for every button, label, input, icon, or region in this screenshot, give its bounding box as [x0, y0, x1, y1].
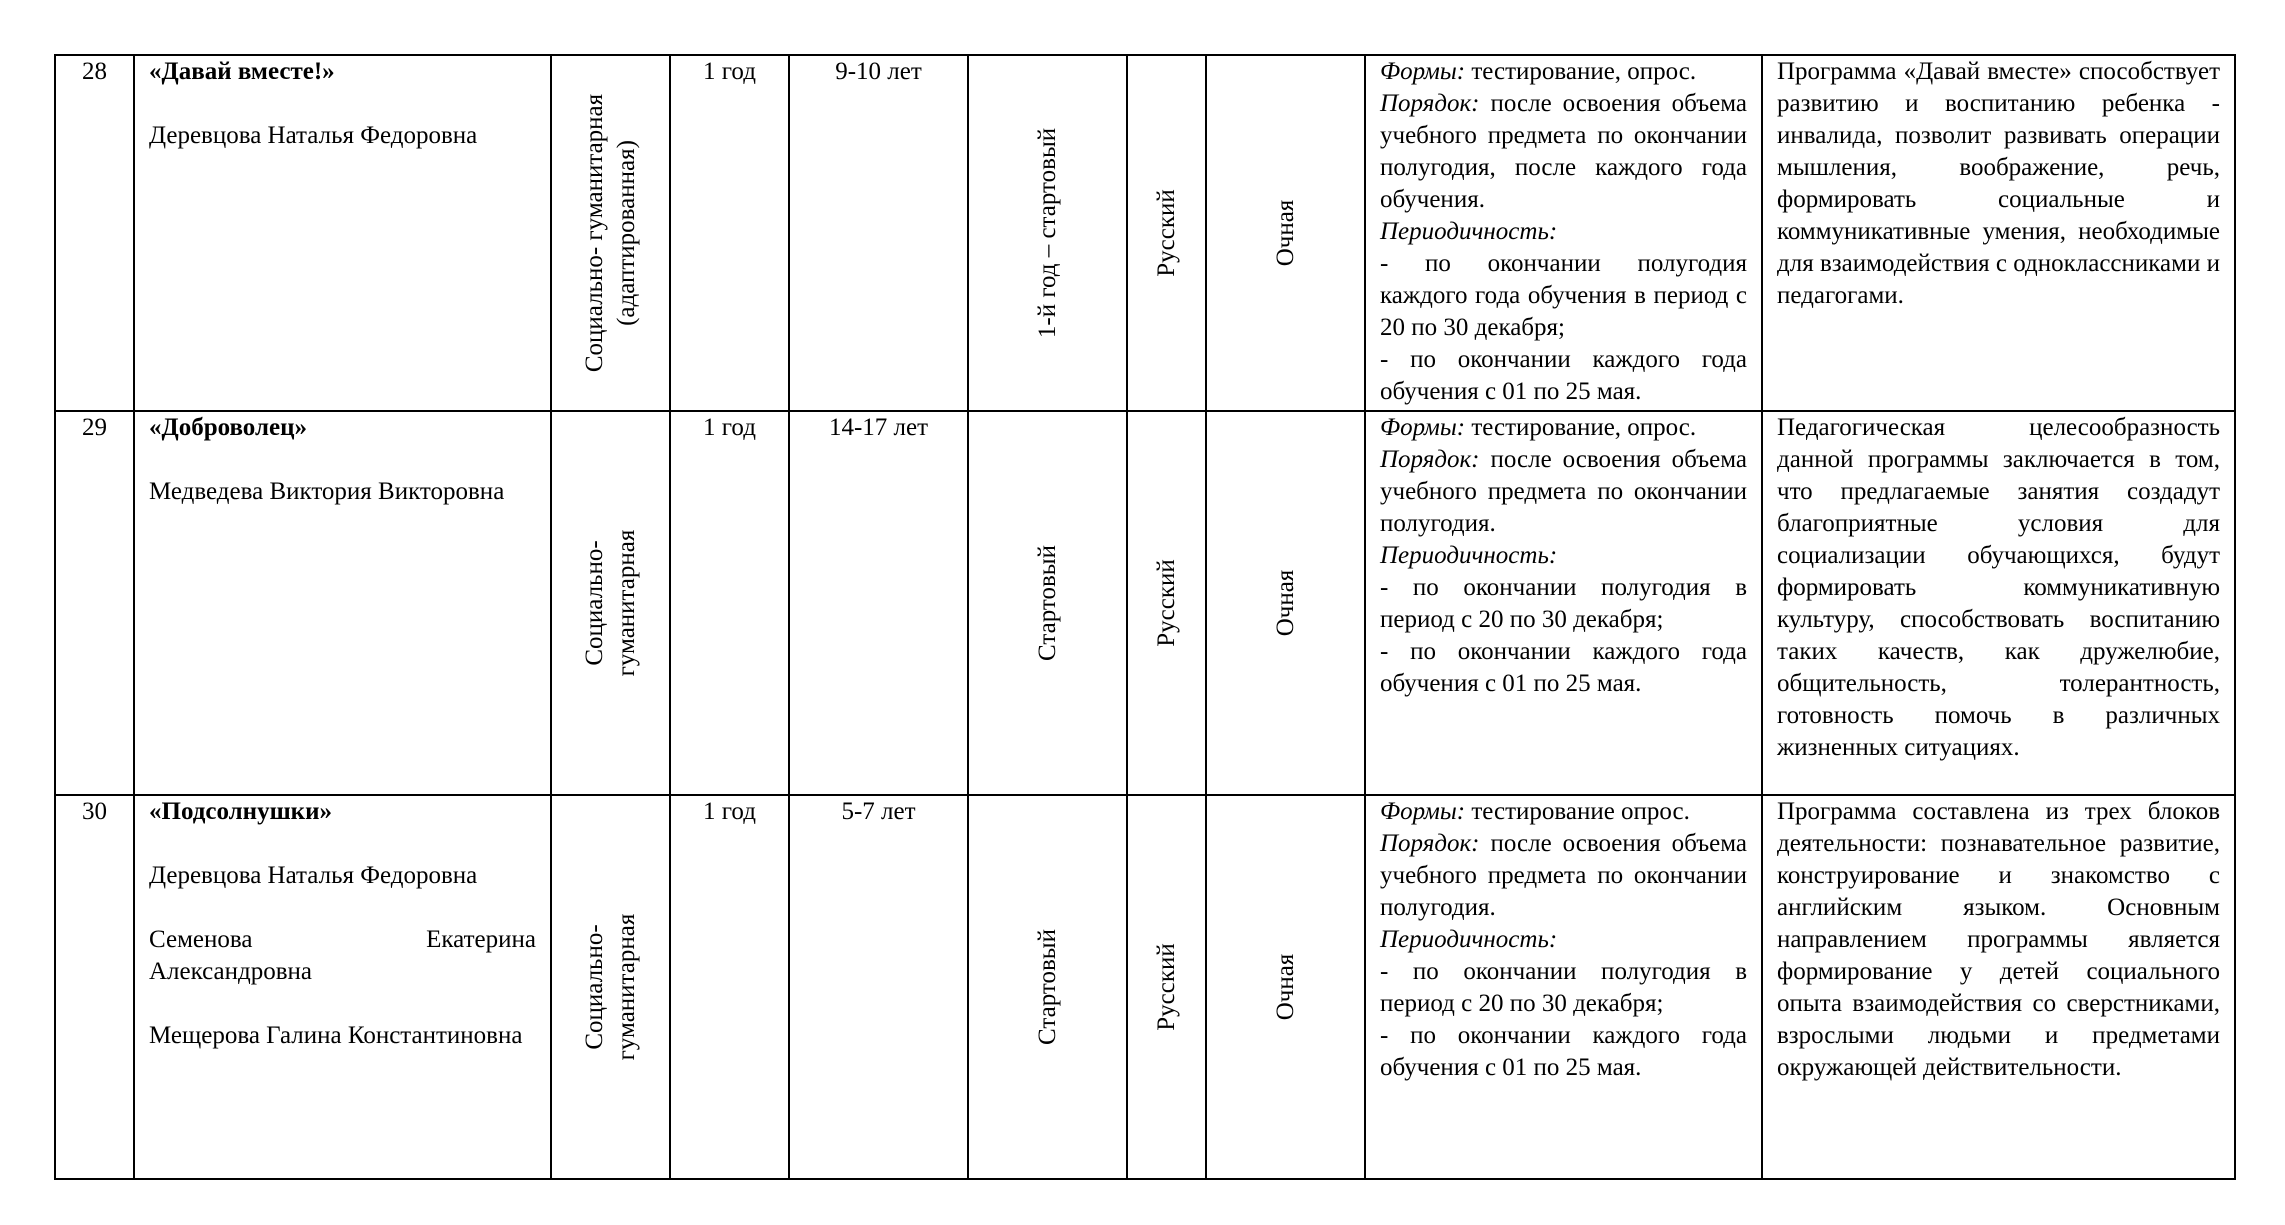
- direction-line: Социально- гуманитарная: [580, 93, 608, 373]
- form-cell: [1206, 411, 1365, 795]
- period-item: - по окончании полугодия в период с 20 по 30 декабря;: [1380, 958, 1747, 1017]
- program-cell: [134, 411, 551, 795]
- level-text: 1-й год – стартовый: [1033, 127, 1061, 339]
- period-item: - по окончании каждого года обучения с 01 по 25 мая.: [1380, 1022, 1747, 1081]
- assessment-cell: [1365, 55, 1762, 411]
- order-value: после освоения объема учебного предмета по окончании полугодия, после каждого года обучения.: [1380, 90, 1747, 213]
- order-label: Порядок:: [1380, 446, 1480, 473]
- assessment-cell: [1365, 411, 1762, 795]
- period-label: Периодичность:: [1380, 218, 1558, 245]
- program-author: Семенова Екатерина Александровна: [149, 926, 536, 985]
- form-text: Очная: [1271, 199, 1299, 267]
- description-cell: Программа составлена из трех блоков деятельности: познавательное развитие, конструирование и знакомство с английским языком. Основным направлением программы является формирование у детей социального опыта взаимодействия со сверстниками, взрослыми людьми и предметами окружающей действительности.: [1762, 795, 2235, 1179]
- language-text: Русский: [1152, 943, 1180, 1031]
- period-label: Периодичность:: [1380, 926, 1558, 953]
- level-text: Стартовый: [1033, 929, 1061, 1045]
- language-text: Русский: [1152, 559, 1180, 647]
- table-row: [55, 55, 2235, 411]
- program-author: Мещерова Галина Константиновна: [149, 1022, 523, 1049]
- forms-value: тестирование, опрос.: [1465, 58, 1697, 85]
- duration-cell: 1 год: [670, 795, 789, 1179]
- forms-value: тестирование опрос.: [1465, 798, 1690, 825]
- order-label: Порядок:: [1380, 830, 1480, 857]
- form-cell: [1206, 55, 1365, 411]
- assessment-cell: [1365, 795, 1762, 1179]
- program-title: «Подсолнушки»: [149, 798, 332, 825]
- form-text: Очная: [1271, 569, 1299, 637]
- program-cell: [134, 795, 551, 1179]
- language-cell: [1127, 55, 1206, 411]
- duration-cell: 1 год: [670, 411, 789, 795]
- order-value: после освоения объема учебного предмета по окончании полугодия.: [1380, 446, 1747, 537]
- age-cell: 9-10 лет: [789, 55, 968, 411]
- forms-label: Формы:: [1380, 798, 1466, 825]
- table-row: [55, 795, 2235, 1179]
- row-number: 29: [55, 411, 134, 795]
- language-text: Русский: [1152, 189, 1180, 277]
- order-label: Порядок:: [1380, 90, 1480, 117]
- table-row: [55, 411, 2235, 795]
- direction-line: Социально-: [580, 924, 608, 1050]
- duration-cell: 1 год: [670, 55, 789, 411]
- row-number: 28: [55, 55, 134, 411]
- direction-line: гуманитарная: [612, 529, 640, 677]
- period-item: - по окончании полугодия каждого года обучения в период с 20 по 30 декабря;: [1380, 250, 1747, 341]
- level-cell: [968, 411, 1127, 795]
- direction-cell: [551, 795, 670, 1179]
- order-value: после освоения объема учебного предмета по окончании полугодия.: [1380, 830, 1747, 921]
- period-item: - по окончании каждого года обучения с 01 по 25 мая.: [1380, 638, 1747, 697]
- direction-line: гуманитарная: [612, 913, 640, 1061]
- direction-cell: [551, 55, 670, 411]
- program-title: «Доброволец»: [149, 414, 308, 441]
- period-item: - по окончании полугодия в период с 20 по 30 декабря;: [1380, 574, 1747, 633]
- direction-line: (адаптированная): [612, 140, 640, 326]
- description-cell: Программа «Давай вместе» способствует развитию и воспитанию ребенка - инвалида, позволит развивать операции мышления, воображение, речь, формировать социальные и коммуникативные умения, необходимые для взаимодействия с одноклассниками и педагогами.: [1762, 55, 2235, 411]
- program-cell: [134, 55, 551, 411]
- level-cell: [968, 55, 1127, 411]
- level-text: Стартовый: [1033, 545, 1061, 661]
- period-item: - по окончании каждого года обучения с 01 по 25 мая.: [1380, 346, 1747, 405]
- programs-table: [54, 54, 2236, 1180]
- forms-value: тестирование, опрос.: [1465, 414, 1697, 441]
- direction-cell: [551, 411, 670, 795]
- form-cell: [1206, 795, 1365, 1179]
- program-author: Деревцова Наталья Федоровна: [149, 122, 478, 149]
- program-author: Медведева Виктория Викторовна: [149, 478, 505, 505]
- language-cell: [1127, 795, 1206, 1179]
- row-number: 30: [55, 795, 134, 1179]
- program-title: «Давай вместе!»: [149, 58, 335, 85]
- form-text: Очная: [1271, 953, 1299, 1021]
- language-cell: [1127, 411, 1206, 795]
- program-author: Деревцова Наталья Федоровна: [149, 862, 478, 889]
- level-cell: [968, 795, 1127, 1179]
- age-cell: 14-17 лет: [789, 411, 968, 795]
- direction-line: Социально-: [580, 540, 608, 666]
- description-cell: Педагогическая целесообразность данной программы заключается в том, что предлагаемые занятия создадут благоприятные условия для социализации обучающихся, будут формировать коммуникативную культуру, способствовать воспитанию таких качеств, как дружелюбие, общительность, толерантность, готовность помочь в различных жизненных ситуациях.: [1762, 411, 2235, 795]
- period-label: Периодичность:: [1380, 542, 1558, 569]
- age-cell: 5-7 лет: [789, 795, 968, 1179]
- forms-label: Формы:: [1380, 414, 1466, 441]
- forms-label: Формы:: [1380, 58, 1466, 85]
